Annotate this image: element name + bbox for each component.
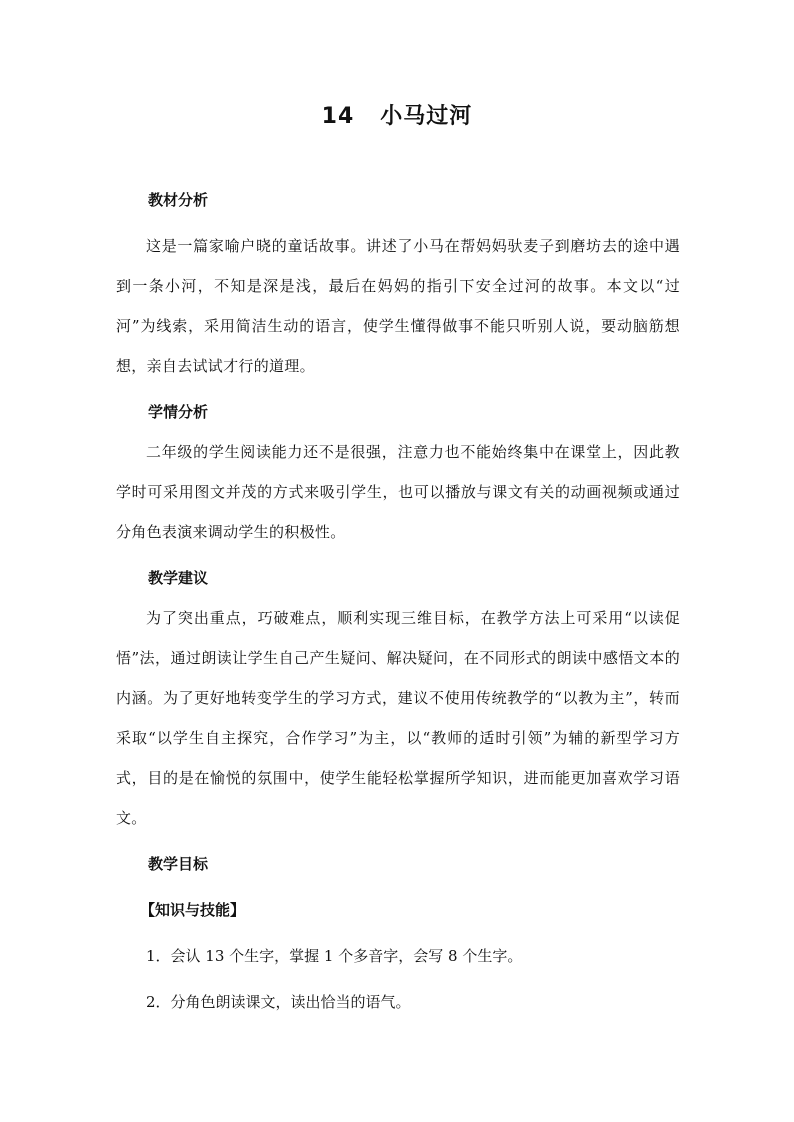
- subheading-knowledge-skills: 【知识与技能】: [140, 901, 246, 919]
- goal-item-1: 1．会认 13 个生字，掌握 1 个多音字，会写 8 个生字。: [146, 947, 523, 965]
- document-body: [116, 180, 680, 1022]
- lesson-title-text: 小马过河: [380, 104, 473, 129]
- paragraph-suggestions: 为了突出重点，巧破难点，顺利实现三维目标，在教学方法上可采用“以读促悟”法，通过朗读让学生自己产生疑问、解决疑问，在不同形式的朗读中感悟文本的内涵。为了更好地转变学生的学习方式，建议不使用传统教学的“以教为主”，转而采取“以学生自主探究，合作学习”为主，以“教师的适时引领”为辅的新型学习方式，目的是在愉悦的氛围中，使学生能轻松掌握所学知识，进而能更加喜欢学习语文。: [116, 609, 680, 827]
- heading-analysis: 教材分析: [148, 191, 209, 209]
- heading-students: 学情分析: [148, 403, 209, 421]
- heading-goals: 教学目标: [148, 855, 209, 873]
- lesson-number: 14: [321, 104, 355, 129]
- paragraph-students: 二年级的学生阅读能力还不是很强，注意力也不能始终集中在课堂上，因此教学时可采用图文并茂的方式来吸引学生，也可以播放与课文有关的动画视频或通过分角色表演来调动学生的积极性。: [116, 443, 680, 541]
- lesson-title: [0, 100, 794, 134]
- goal-item-2: 2．分角色朗读课文，读出恰当的语气。: [146, 993, 411, 1011]
- heading-suggestions: 教学建议: [148, 569, 209, 587]
- paragraph-analysis: 这是一篇家喻户晓的童话故事。讲述了小马在帮妈妈驮麦子到磨坊去的途中遇到一条小河，不知是深是浅，最后在妈妈的指引下安全过河的故事。本文以“过河”为线索，采用简洁生动的语言，使学生懂得做事不能只听别人说，要动脑筋想想，亲自去试试才行的道理。: [116, 237, 680, 375]
